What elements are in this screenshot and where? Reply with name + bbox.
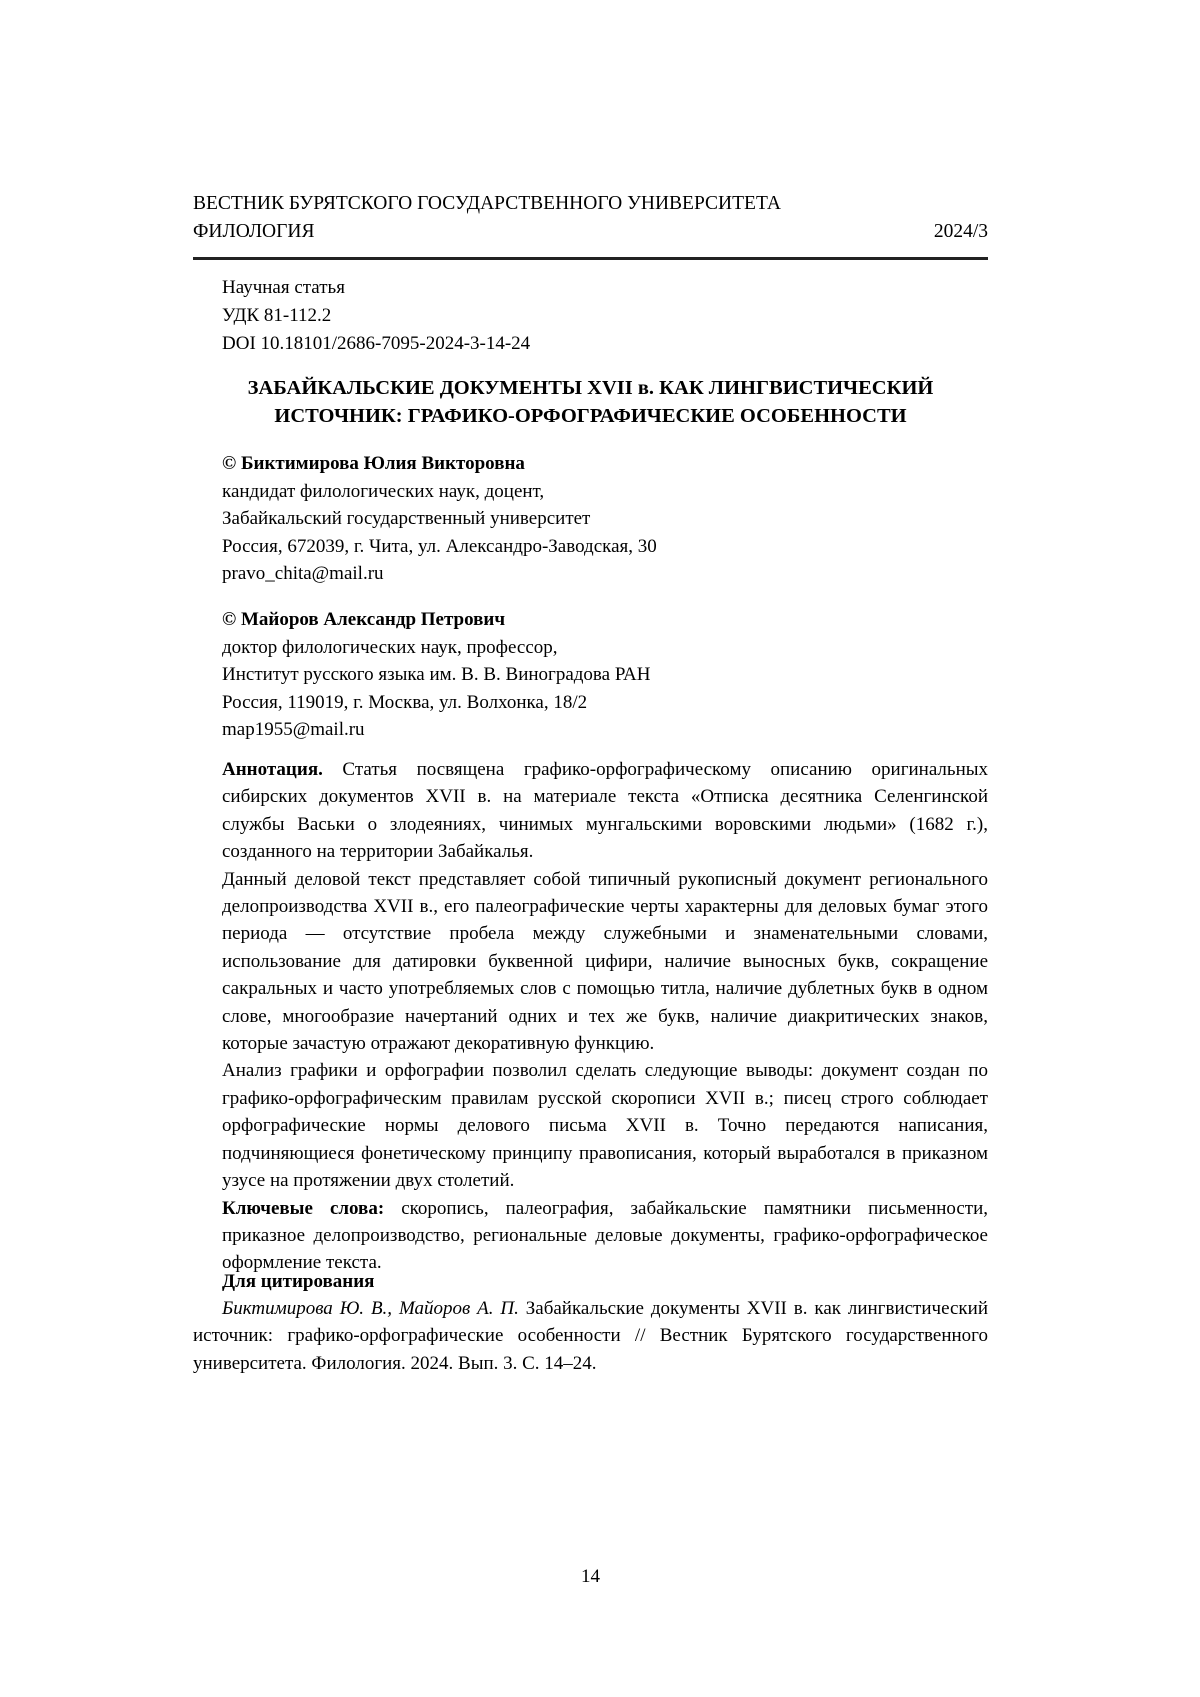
author-degree: кандидат филологических наук, доцент, — [222, 480, 545, 502]
article-type-label: Научная статья — [222, 277, 345, 298]
journal-header — [193, 190, 988, 245]
journal-title-line-2: ФИЛОЛОГИЯ — [193, 220, 315, 242]
citation-heading: Для цитирования — [222, 1271, 375, 1292]
abstract-text-1: Статья посвящена графико-орфографическому описанию оригинальных сибирских документов XVII в. на материале текста «Отписка десятника Селенгинской службы Васьки о злодеяниях, чинимых мунгальскими воровскими людьми» (1682 г.), созданного на территории Забайкалья. — [222, 759, 989, 863]
article-title-line-1: ЗАБАЙКАЛЬСКИЕ ДОКУМЕНТЫ XVII в. КАК ЛИНГВИСТИЧЕСКИЙ — [247, 377, 934, 399]
author-address: Россия, 119019, г. Москва, ул. Волхонка, 18/2 — [222, 691, 588, 713]
author-block-2 — [222, 606, 988, 744]
abstract-paragraph-2: Данный деловой текст представляет собой типичный рукописный документ регионального делопроизводства XVII в., его палеографические черты характерны для деловых бумаг этого периода — отсутствие пробела между служебными и знаменательными словами, использование для датировки буквенной цифири, наличие выносных букв, сокращение сакральных и часто употребляемых слов с помощью титла, наличие дублетных букв в одном слове, многообразие начертаний одних и тех же букв, наличие диакритических знаков, которые зачастую отражают декоративную функцию. — [222, 868, 988, 1055]
keywords-text: скоропись, палеография, забайкальские памятники письменности, приказное делопроизводство, региональные деловые документы, графико-орфографическое оформление текста. — [222, 1197, 988, 1274]
abstract-paragraph-3: Анализ графики и орфографии позволил сделать следующие выводы: документ создан по графико-орфографическим правилам русской скорописи XVII в.; писец строго соблюдает орфографические нормы делового письма XVII в. Точно передаются написания, подчиняющиеся фонетическому принципу правописания, который выработался в приказном узусе на протяжении двух столетий. — [222, 1060, 988, 1192]
journal-title-line-1: ВЕСТНИК БУРЯТСКОГО ГОСУДАРСТВЕННОГО УНИВЕРСИТЕТА — [193, 193, 781, 214]
keywords-label: Ключевые слова: — [222, 1197, 385, 1219]
page-number: 14 — [581, 1566, 600, 1587]
author-affiliation: Забайкальский государственный университет — [222, 508, 591, 529]
author-degree: доктор филологических наук, профессор, — [222, 636, 558, 658]
udc-label: УДК 81-112.2 — [222, 305, 332, 326]
abstract-section — [222, 756, 988, 1277]
article-title — [193, 374, 988, 430]
citation-authors: Биктимирова Ю. В., Майоров А. П. — [222, 1298, 519, 1319]
author-affiliation: Институт русского языка им. В. В. Виноградова РАН — [222, 664, 651, 685]
article-meta — [222, 274, 988, 358]
doi-label: DOI 10.18101/2686-7095-2024-3-14-24 — [222, 333, 531, 354]
author-name: © Майоров Александр Петрович — [222, 609, 506, 630]
author-block-1 — [222, 450, 988, 588]
abstract-label: Аннотация. — [222, 759, 323, 780]
author-email: pravo_chita@mail.ru — [222, 563, 384, 584]
issue-number: 2024/3 — [933, 220, 988, 242]
author-name: © Биктимирова Юлия Викторовна — [222, 453, 525, 474]
article-title-line-2: ИСТОЧНИК: ГРАФИКО-ОРФОГРАФИЧЕСКИЕ ОСОБЕННОСТИ — [274, 405, 907, 427]
abstract-paragraph-1 — [222, 756, 988, 866]
keywords-paragraph — [222, 1195, 988, 1277]
header-divider — [193, 257, 988, 260]
author-address: Россия, 672039, г. Чита, ул. Александро-Заводская, 30 — [222, 535, 657, 557]
citation-text: Забайкальские документы XVII в. как лингвистический источник: графико-орфографические особенности // Вестник Бурятского государственного университета. Филология. 2024. Вып. 3. С. 14–24. — [193, 1298, 988, 1374]
citation-paragraph — [193, 1295, 988, 1377]
author-email: map1955@mail.ru — [222, 719, 365, 740]
